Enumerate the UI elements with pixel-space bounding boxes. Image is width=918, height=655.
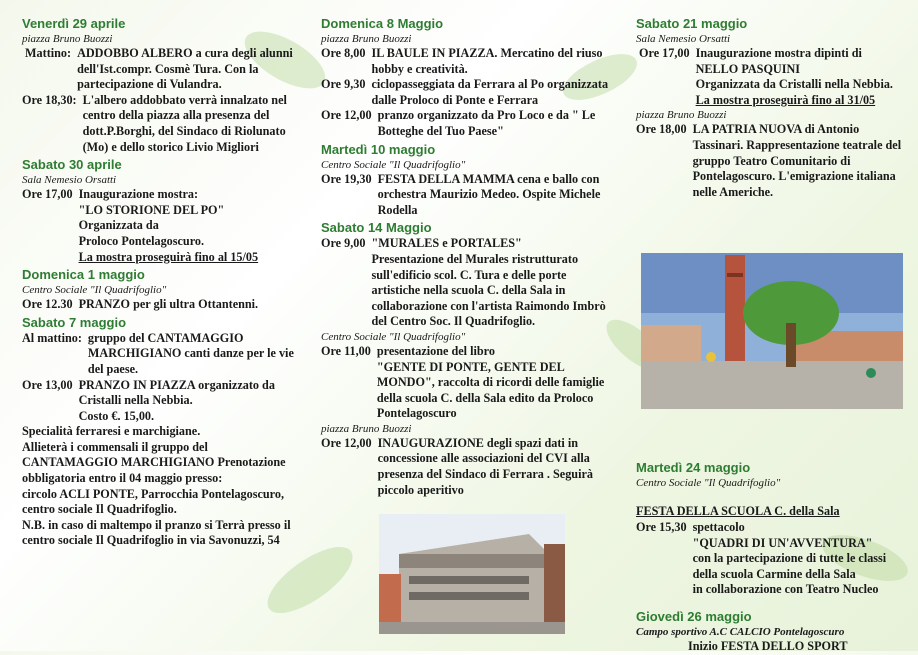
event-time: Ore 12.30 [22,297,73,312]
event-time: Ore 11,00 [321,343,371,358]
piazza-photo [641,253,903,409]
event-item [22,93,297,155]
venue-label: Sala Nemesio Orsatti [22,174,117,187]
venue-label: piazza Bruno Buozzi [22,33,113,45]
event-time: Ore 8,00 [321,46,366,60]
event-item [636,122,904,200]
event-text: PRANZO per gli ultra Ottantenni. [78,297,259,312]
event-text: presentazione del libro "GENTE DI PONTE, GENTE DEL MONDO", raccolta di ricordi delle famiglie della scuola C. della Sala edito da Proloco Pontelagoscuro [376,343,605,421]
day-heading: Sabato 14 Maggio [321,220,432,236]
column-left [22,14,297,549]
event-body [371,236,611,330]
event-time: Ore 17,00 [22,187,73,202]
festa-title: FESTA DELLA SCUOLA C. della Sala [636,504,840,519]
event-body [378,172,611,219]
venue-label: Centro Sociale "Il Quadrifoglio" [22,284,167,297]
venue-label: piazza Bruno Buozzi [636,109,727,122]
event-time: Ore 18,30: [22,92,77,107]
event-item [22,378,297,425]
event-item [22,297,297,313]
event-item [22,331,297,378]
event-item [321,436,611,498]
building-photo [379,514,565,634]
event-item [321,77,611,108]
venue-label: Sala Nemesio Orsatti [636,33,731,45]
event-time: Ore 17,00 [636,46,690,60]
event-item [321,236,611,330]
event-body [79,378,297,425]
event-body [378,108,611,139]
event-text: LA PATRIA NUOVA di Antonio Tassinari. Rappresentazione teatrale del gruppo Teatro Comunitario di Pontelagoscuro. L'emigrazione italiana nelle Americhe. [692,122,902,199]
event-text: ciclopasseggiata da Ferrara al Po organizzata dalle Proloco di Ponte e Ferrara [371,77,609,107]
event-body [79,297,297,313]
event-time: Ore 9,00 [321,236,366,251]
day-heading: Venerdì 29 aprile [22,16,126,31]
event-text: Inaugurazione mostra dipinti di NELLO PASQUINI Organizzata da Cristalli nella Nebbia. [695,46,893,92]
event-text: gruppo del CANTAMAGGIO MARCHIGIANO canti danze per le vie del paese. [87,330,294,376]
event-text: INAUGURAZIONE degli spazi dati in concessione alle associazioni del CVI alla presenza del Sindaco di Ferrara . Seguirà piccolo aperitivo [377,435,593,497]
event-time: Al mattino: [22,330,82,345]
column-right-top [636,15,904,200]
event-time: Ore 9,30 [321,77,366,92]
event-body [371,46,611,77]
day-heading: Sabato 30 aprile [22,157,122,173]
event-note: La mostra proseguirà fino al 15/05 [78,249,259,264]
festa-event [636,520,904,598]
event-item [636,46,904,108]
event-time: Ore 12,00 [321,108,372,123]
day-heading: Martedì 10 maggio [321,141,436,157]
pranzo-details: Specialità ferraresi e marchigiane. Allieterà i commensali il gruppo del CANTAMAGGIO MARCHIGIANO Prenotazione obbligatoria entro il 04 maggio presso: circolo ACLI PONTE, Parrocchia Pontelagoscuro, centro sociale Il Quadrifoglio. N.B. in caso di maltempo il pranzo si Terrà presso il centro sociale Il Quadrifoglio in via Savonuzzi, 54 [22,424,291,548]
festa-body: spettacolo "QUADRI DI UN'AVVENTURA" con la partecipazione di tutte le classi della scuola Carmine della Sala in collaborazione con Teatro Nucleo [692,519,887,597]
event-time: Ore 12,00 [321,435,372,450]
venue-label: Centro Sociale "Il Quadrifoglio" [321,158,466,171]
column-right-bottom [636,459,904,490]
event-text: IL BAULE IN PIAZZA. Mercatino del riuso hobby e creatività. [371,46,603,76]
event-time: Ore 13,00 [22,377,73,392]
event-text: L'albero addobbato verrà innalzato nel centro della piazza alla presenza del dott.P.Borghi, del Sindaco di Riolunato (Mo) e dello storico Livio Migliori [82,92,287,154]
day-heading: Sabato 21 maggio [636,16,748,31]
festa-time: Ore 15,30 [636,519,687,534]
giovedi-day: Giovedì 26 maggio [636,608,752,624]
event-item [321,172,611,219]
giovedi-body: Inizio FESTA DELLO SPORT [688,638,848,653]
venue-label: Centro Sociale "Il Quadrifoglio" [636,477,781,490]
event-body [693,122,904,200]
event-item [321,46,611,77]
event-note: La mostra proseguirà fino al 31/05 [695,92,876,107]
column-middle [321,14,611,498]
day-heading: Domenica 8 Maggio [321,16,444,31]
event-item [22,187,297,265]
event-item [22,46,297,93]
event-body [83,93,297,155]
event-item [321,344,611,422]
day-heading: Martedì 24 maggio [636,460,751,476]
event-text: ADDOBBO ALBERO a cura degli alunni dell'Ist.compr. Cosmè Tura. Con la partecipazione di Vulandra. [77,46,293,92]
day-heading: Domenica 1 maggio [22,267,145,283]
event-time: Ore 19,30 [321,171,372,186]
event-body [77,46,297,93]
event-text: Inaugurazione mostra: "LO STORIONE DEL PO" Organizzata da Proloco Pontelagoscuro. [78,187,225,248]
event-time: Ore 18,00 [636,122,687,137]
event-body [88,331,297,378]
day-heading: Sabato 7 maggio [22,314,127,330]
venue-label: Centro Sociale "Il Quadrifoglio" [321,330,466,343]
event-body [79,187,297,265]
event-item [321,108,611,139]
event-text: "MURALES e PORTALES" Presentazione del Murales ristrutturato sull'edificio scol. C. Tura e delle porte artistiche nella scuola C. della Sala in collaborazione con l'artista Raimondo Imbrò del Centro Soc. Il Quadrifoglio. [371,236,606,329]
venue-label: piazza Bruno Buozzi [321,33,412,45]
giovedi-place: Campo sportivo A.C CALCIO Pontelagoscuro [636,625,845,638]
event-text: FESTA DELLA MAMMA cena e ballo con orchestra Maurizio Medeo. Ospite Michele Rodella [377,171,601,217]
event-text: pranzo organizzato da Pro Loco e da " Le Botteghe del Tuo Paese" [377,108,596,138]
venue-label: piazza Bruno Buozzi [321,422,412,435]
event-body [377,344,611,422]
event-body [696,46,904,108]
event-time: Mattino: [22,46,72,60]
event-body [378,436,611,498]
event-text: PRANZO IN PIAZZA organizzato da Cristalli nella Nebbia. Costo €. 15,00. [78,377,275,423]
event-body [371,77,611,108]
